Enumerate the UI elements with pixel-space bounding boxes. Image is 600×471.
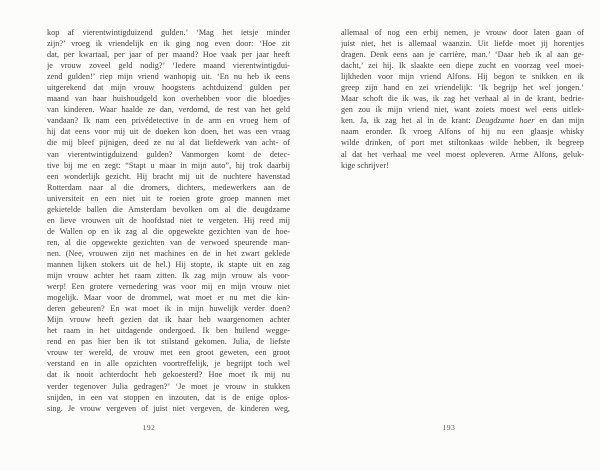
text-line: zijn?’ vroeg ik vriendelijk en ik ging nog even door: ‘Hoe zit [47,39,290,49]
text-line: die mij bleef pijnigen, deed ze nu al dat liefdewerk van acht- of [47,138,290,148]
text-line: lijkheden voor mijn vriend Alfons. Hij begon te snikken en ik [341,72,584,82]
text-line: Rotterdam naar al die dromers, dichters, medewerkers aan de [47,182,290,192]
text-line: verder tegenover Julia gedragen?’ ‘Je moet je vrouw in stukken [47,381,290,391]
text-line: snijden, in een vat stoppen en inzouten, dat is de enige oplos- [47,392,290,402]
text-line: deren gebeuren? En wat moet ik in mijn huwelijk verder doen? [47,304,290,314]
right-page [341,27,584,171]
italic-line-suffix: en dan mijn [534,116,584,126]
text-line: gen zou ik mijn vriend niet, want zoiets moest wel eens uitlek- [341,105,584,115]
text-line: tive bij me en zegt: “Stapt u maar in mijn auto”, hij trok daarbij [47,160,290,170]
text-line: een wonderlijk gezicht. Hij bracht mij uit de nuchtere havenstad [47,171,290,181]
text-line: mogelijk. Maar voor de drommel, wat moet er nu met die kin- [47,293,290,303]
text-line: rend en pas hier ben ik tot stilstand gekomen. Julia, de liefste [47,337,290,347]
left-page [47,27,290,414]
text-line: het raam in het uitdagende ondergoed. Ik ben huilend wegge- [47,326,290,336]
text-line: ren, al die opgewekte gezichten van de verwoed speurende man- [47,237,290,247]
text-line: greep zijn hand en zei vriendelijk: ‘Ik begrijp het wel jongen.’ [341,83,584,93]
text-line-with-italic [341,115,584,126]
text-line: maand van haar huishoudgeld kon overhebben voor die bloedjes [47,94,290,104]
text-line: sing. Je vrouw vergeven of juist niet vergeven, de kinderen weg, [47,403,290,413]
text-line: zend gulden!’ riep mijn vriend wanhopig uit. ‘En nu heb ik eens [47,72,290,82]
text-line: universiteit en een niet uit te roeien grote groep mannen met [47,193,290,203]
text-line: allemaal of nog een erbij nemen, je vrouw door laten gaan of [341,28,584,37]
text-line: mannen lijken stokers uit de hel.) Hij stopte, ik stapte uit en zag [47,259,290,269]
text-line: juist niet, het is allemaal waanzin. Uit liefde moet jij horentjes [341,39,584,49]
page-number-left: 192 [142,423,156,432]
text-line: hij dat eens voor mij uit de doeken kon doen, het was een vraag [47,127,290,137]
text-line: vrouw ter wereld, de vrouw met een groot geweten, een groot [47,348,290,358]
page-number-right: 193 [442,423,456,432]
text-line: Maar schoft die ik was, ik zag het verhaal al in de krant, bedrie- [341,94,584,104]
text-line: gekietelde ballen die Amsterdam bevolken om al die deugdzame [47,204,290,214]
italic-line-prefix: ken. Ja, ik zag het al in de krant: [341,116,476,126]
text-line: uitgerekend dat mijn vrouw hoogstens achtduizend gulden per [47,83,290,93]
text-line: van vierentwintigduizend gulden? Vanmorgen komt de detec- [47,149,290,159]
text-line: vandaan? Ik nam een privédetective in de arm en vroeg hem of [47,116,290,126]
italic-phrase: Deugdzame hoer [475,116,535,126]
text-line: van kinderen. Waar haalde ze dan, verdomd, de rest van het geld [47,105,290,115]
text-line: Mijn vrouw heeft gezien dat ik haar heb waargenomen achter [47,315,290,325]
text-line: kige schrijver! [341,160,389,170]
text-line: wilde drinken, of port met stiltonkaas wilde hebben, ik begreep [341,138,584,148]
text-line: naam eronder. Ik vroeg Alfons of hij nu een glaasje whisky [341,127,584,137]
text-line: nen. (Nee, vrouwen zijn net machines en de in het zwart geklede [47,248,290,258]
text-line: dacht,’ zei hij. Ik slaakte een diepe zucht en voorzag veel moei- [341,61,584,71]
text-line: werp! Een grotere vernedering was voor mij en mijn vrouw niet [47,282,290,292]
text-line: dat, per kwartaal, per jaar of per maand? Hoe vaak per jaar heeft [47,50,290,60]
text-line: verstand en in alle opzichten voortreffelijk, je begrijpt toch wel [47,359,290,369]
text-line: dat ik nooit achterdocht heb gekoesterd? Hoe moet ik mij nu [47,370,290,380]
text-line: de Wallen op en ik zag al die opgewekte gezichten van de hoe- [47,226,290,236]
text-line: mijn vrouw achter het raam zitten. Ik zag mijn vrouw als voor- [47,271,290,281]
text-line: dragen. Denk eens aan je carrière, man.’ ‘Daar heb ik al aan ge- [341,50,584,60]
text-line: al dat het verhaal me veel moest opleveren. Arme Alfons, geluk- [341,149,584,159]
text-line: je vrouw zoveel geld nodig?’ ‘Iedere maand vierentwintigdui- [47,61,290,71]
text-line: en lieve vrouwen uit de hoofdstad niet te vergeten. Hij reed mij [47,215,290,225]
text-line: kop af vierentwintigduizend gulden.’ ‘Mag het ietsje minder [47,28,290,37]
